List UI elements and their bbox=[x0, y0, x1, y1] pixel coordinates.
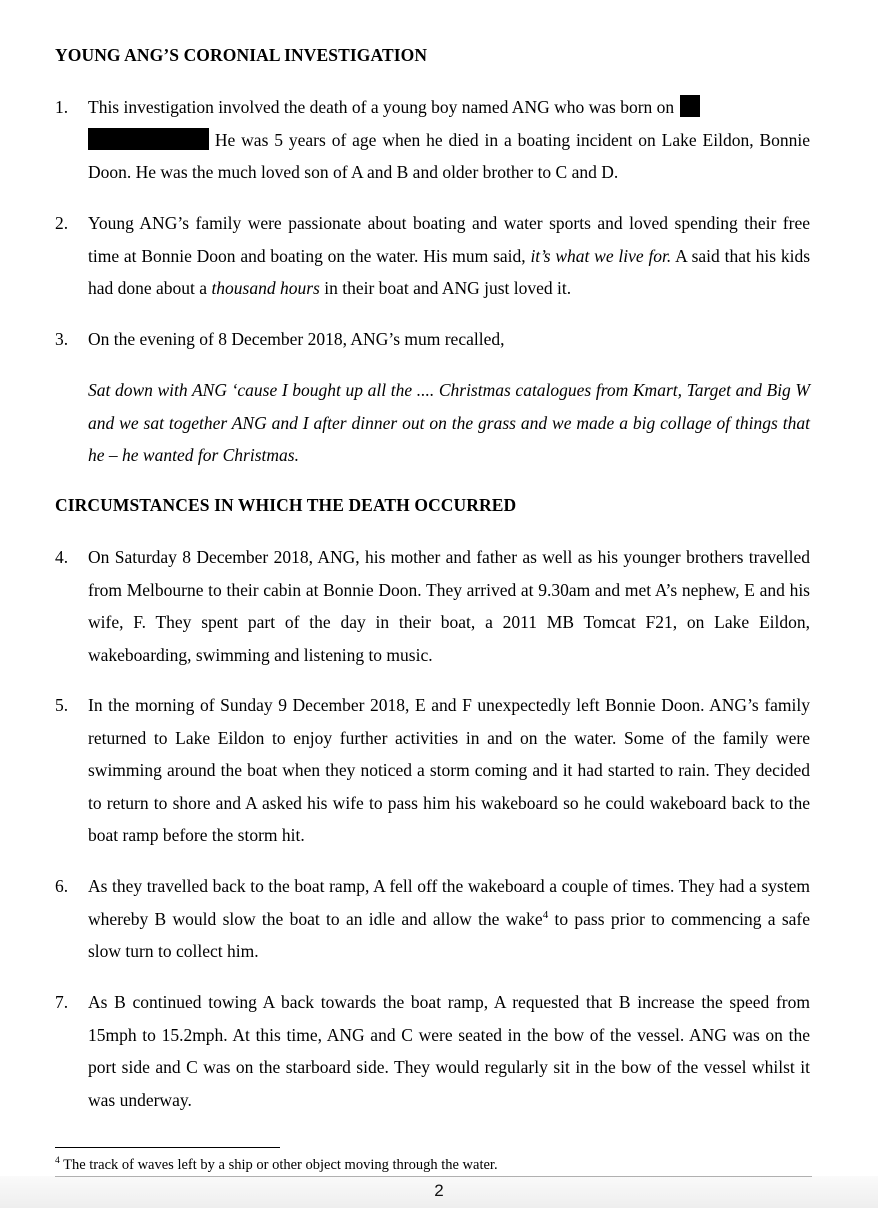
paragraph-number: 1. bbox=[55, 97, 69, 117]
paragraph-number: 2. bbox=[55, 213, 69, 233]
paragraph-text: to pass prior to commencing a safe slow turn to collect him. bbox=[88, 908, 811, 961]
footnote bbox=[55, 1157, 498, 1174]
section-heading-investigation: YOUNG ANG’S CORONIAL INVESTIGATION bbox=[55, 45, 428, 65]
page-number: 2 bbox=[434, 1181, 444, 1200]
paragraph-text: As they travelled back to the boat ramp, A fell off the wakeboard a couple of times. They had a system whereby B would slow the boat to an idle and allow the wake bbox=[88, 876, 810, 929]
paragraph-text: This investigation involved the death of a young boy named ANG who was born on bbox=[88, 97, 675, 117]
paragraph-text: He was 5 years of age when he died in a boating incident on Lake Eildon, Bonnie Doon. He was the much loved son of A and B and older brother to C and D. bbox=[88, 129, 810, 182]
paragraph-text: A said that his kids had done about a bbox=[88, 245, 811, 298]
paragraph-7 bbox=[55, 986, 810, 1116]
section-heading-circumstances: CIRCUMSTANCES IN WHICH THE DEATH OCCURRED bbox=[55, 495, 517, 515]
paragraph-text: On Saturday 8 December 2018, ANG, his mother and father as well as his younger brothers travelled from Melbourne to their cabin at Bonnie Doon. They arrived at 9.30am and met A’s nephew, E and his wife, F. They spent part of the day in their boat, a 2011 MB Tomcat F21, on Lake Eildon, wakeboarding, swimming and listening to music. bbox=[88, 547, 810, 665]
redaction-block bbox=[88, 128, 209, 150]
paragraph-2 bbox=[55, 207, 810, 305]
footnote-marker: 4 bbox=[55, 1156, 60, 1167]
paragraph-3 bbox=[55, 323, 810, 356]
footnote-reference: 4 bbox=[542, 908, 549, 921]
footnote-text: The track of waves left by a ship or other object moving through the water. bbox=[59, 1157, 498, 1173]
paragraph-5 bbox=[55, 689, 810, 852]
paragraph-6 bbox=[55, 870, 810, 968]
footer-divider bbox=[55, 1176, 812, 1177]
paragraph-text: As B continued towing A back towards the boat ramp, A requested that B increase the speed from 15mph to 15.2mph. At this time, ANG and C were seated in the bow of the vessel. ANG was on the port side and C was on the starboard side. They would regularly sit in the bow of the vessel whilst it was underway. bbox=[88, 992, 810, 1110]
paragraph-number: 6. bbox=[55, 876, 69, 896]
emphasis-text: it’s what we live for. bbox=[530, 245, 672, 266]
block-quote: Sat down with ANG ‘cause I bought up all the .... Christmas catalogues from Kmart, Target and Big W and we sat together ANG and I after dinner out on the grass and we made a big collage of things that he – he wanted for Christmas. bbox=[88, 380, 810, 465]
paragraph-4 bbox=[55, 541, 810, 671]
footnote-divider bbox=[55, 1147, 280, 1148]
paragraph-text: Young ANG’s family were passionate about boating and water sports and loved spending their free time at Bonnie Doon and boating on the water. His mum said, bbox=[88, 213, 810, 266]
paragraph-text: In the morning of Sunday 9 December 2018, E and F unexpectedly left Bonnie Doon. ANG’s family returned to Lake Eildon to enjoy further activities in and on the water. Some of the family were swimming around the boat when they noticed a storm coming and it had started to rain. They decided to return to shore and A asked his wife to pass him his wakeboard so he could wakeboard back to the boat ramp before the storm hit. bbox=[88, 695, 810, 845]
emphasis-text: thousand hours bbox=[211, 278, 320, 298]
page-footer-bar bbox=[0, 1176, 878, 1208]
paragraph-1 bbox=[55, 91, 810, 189]
paragraph-number: 7. bbox=[55, 992, 69, 1012]
paragraph-number: 4. bbox=[55, 547, 69, 567]
paragraph-text: On the evening of 8 December 2018, ANG’s mum recalled, bbox=[88, 329, 505, 349]
redaction-block bbox=[680, 95, 700, 117]
paragraph-text: in their boat and ANG just loved it. bbox=[319, 278, 572, 298]
paragraph-number: 3. bbox=[55, 329, 69, 349]
paragraph-number: 5. bbox=[55, 695, 69, 715]
